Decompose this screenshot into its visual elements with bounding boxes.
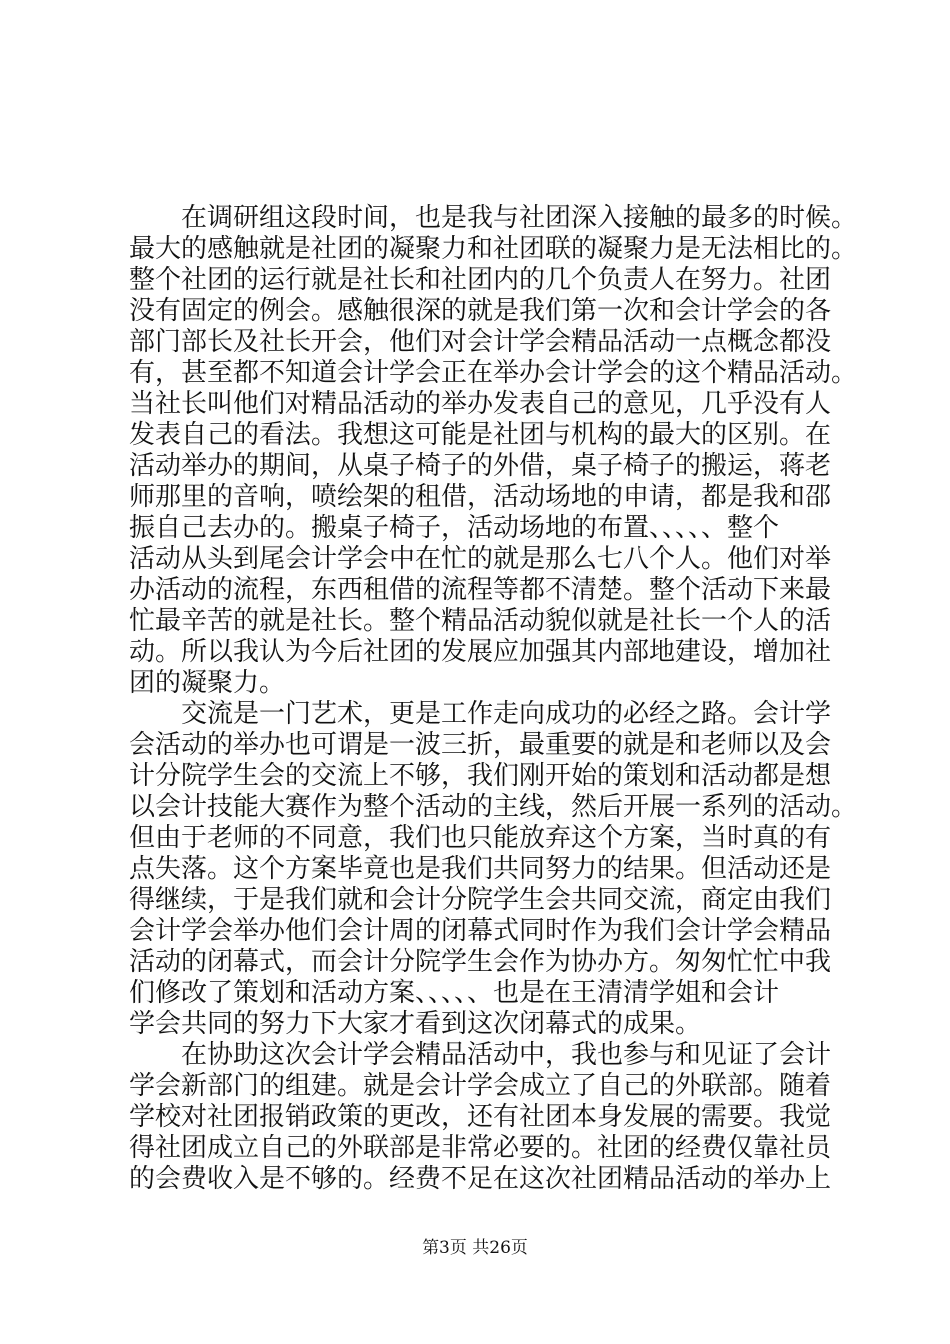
page-footer: 第3页 共26页: [422, 1238, 528, 1258]
text-line: 得社团成立自己的外联部是非常必要的。社团的经费仅靠社员: [129, 1133, 832, 1163]
text-line: 在调研组这段时间，也是我与社团深入接触的最多的时候。: [129, 203, 858, 233]
text-line: 但由于老师的不同意，我们也只能放弃这个方案，当时真的有: [129, 823, 832, 853]
text-line: 办活动的流程，东西租借的流程等都不清楚。整个活动下来最: [129, 575, 832, 605]
text-line: 振自己去办的。搬桌子椅子，活动场地的布置、、、、、整个: [129, 513, 780, 543]
text-line: 计分院学生会的交流上不够，我们刚开始的策划和活动都是想: [129, 761, 832, 791]
text-line: 会活动的举办也可谓是一波三折，最重要的就是和老师以及会: [129, 730, 832, 760]
text-line: 学会共同的努力下大家才看到这次闭幕式的成果。: [129, 1009, 702, 1039]
text-line: 部门部长及社长开会，他们对会计学会精品活动一点概念都没: [129, 327, 832, 357]
text-line: 没有固定的例会。感触很深的就是我们第一次和会计学会的各: [129, 296, 832, 326]
text-line: 发表自己的看法。我想这可能是社团与机构的最大的区别。在: [129, 420, 832, 450]
text-line: 动。所以我认为今后社团的发展应加强其内部地建设，增加社: [129, 637, 832, 667]
text-line: 活动从头到尾会计学会中在忙的就是那么七八个人。他们对举: [129, 544, 832, 574]
text-line: 活动举办的期间，从桌子椅子的外借，桌子椅子的搬运，蒋老: [129, 451, 832, 481]
text-line: 们修改了策划和活动方案、、、、、也是在王清清学姐和会计: [129, 978, 780, 1008]
text-line: 当社长叫他们对精品活动的举办发表自己的意见，几乎没有人: [129, 389, 832, 419]
text-line: 学会新部门的组建。就是会计学会成立了自己的外联部。随着: [129, 1071, 832, 1101]
text-line: 活动的闭幕式，而会计分院学生会作为协办方。匆匆忙忙中我: [129, 947, 832, 977]
body-text: [129, 203, 858, 1195]
text-line: 交流是一门艺术，更是工作走向成功的必经之路。会计学: [129, 699, 832, 729]
text-line: 师那里的音响，喷绘架的租借，活动场地的申请，都是我和邵: [129, 482, 832, 512]
text-line: 学校对社团报销政策的更改，还有社团本身发展的需要。我觉: [129, 1102, 832, 1132]
text-line: 团的凝聚力。: [129, 668, 286, 698]
text-line: 在协助这次会计学会精品活动中，我也参与和见证了会计: [129, 1040, 832, 1070]
text-line: 得继续，于是我们就和会计分院学生会共同交流，商定由我们: [129, 885, 832, 915]
text-line: 整个社团的运行就是社长和社团内的几个负责人在努力。社团: [129, 265, 832, 295]
text-line: 最大的感触就是社团的凝聚力和社团联的凝聚力是无法相比的。: [129, 234, 858, 264]
text-line: 的会费收入是不够的。经费不足在这次社团精品活动的举办上: [129, 1164, 832, 1194]
text-line: 会计学会举办他们会计周的闭幕式同时作为我们会计学会精品: [129, 916, 832, 946]
text-line: 忙最辛苦的就是社长。整个精品活动貌似就是社长一个人的活: [129, 606, 832, 636]
text-line: 以会计技能大赛作为整个活动的主线，然后开展一系列的活动。: [129, 792, 858, 822]
text-line: 有，甚至都不知道会计学会正在举办会计学会的这个精品活动。: [129, 358, 858, 388]
text-line: 点失落。这个方案毕竟也是我们共同努力的结果。但活动还是: [129, 854, 832, 884]
